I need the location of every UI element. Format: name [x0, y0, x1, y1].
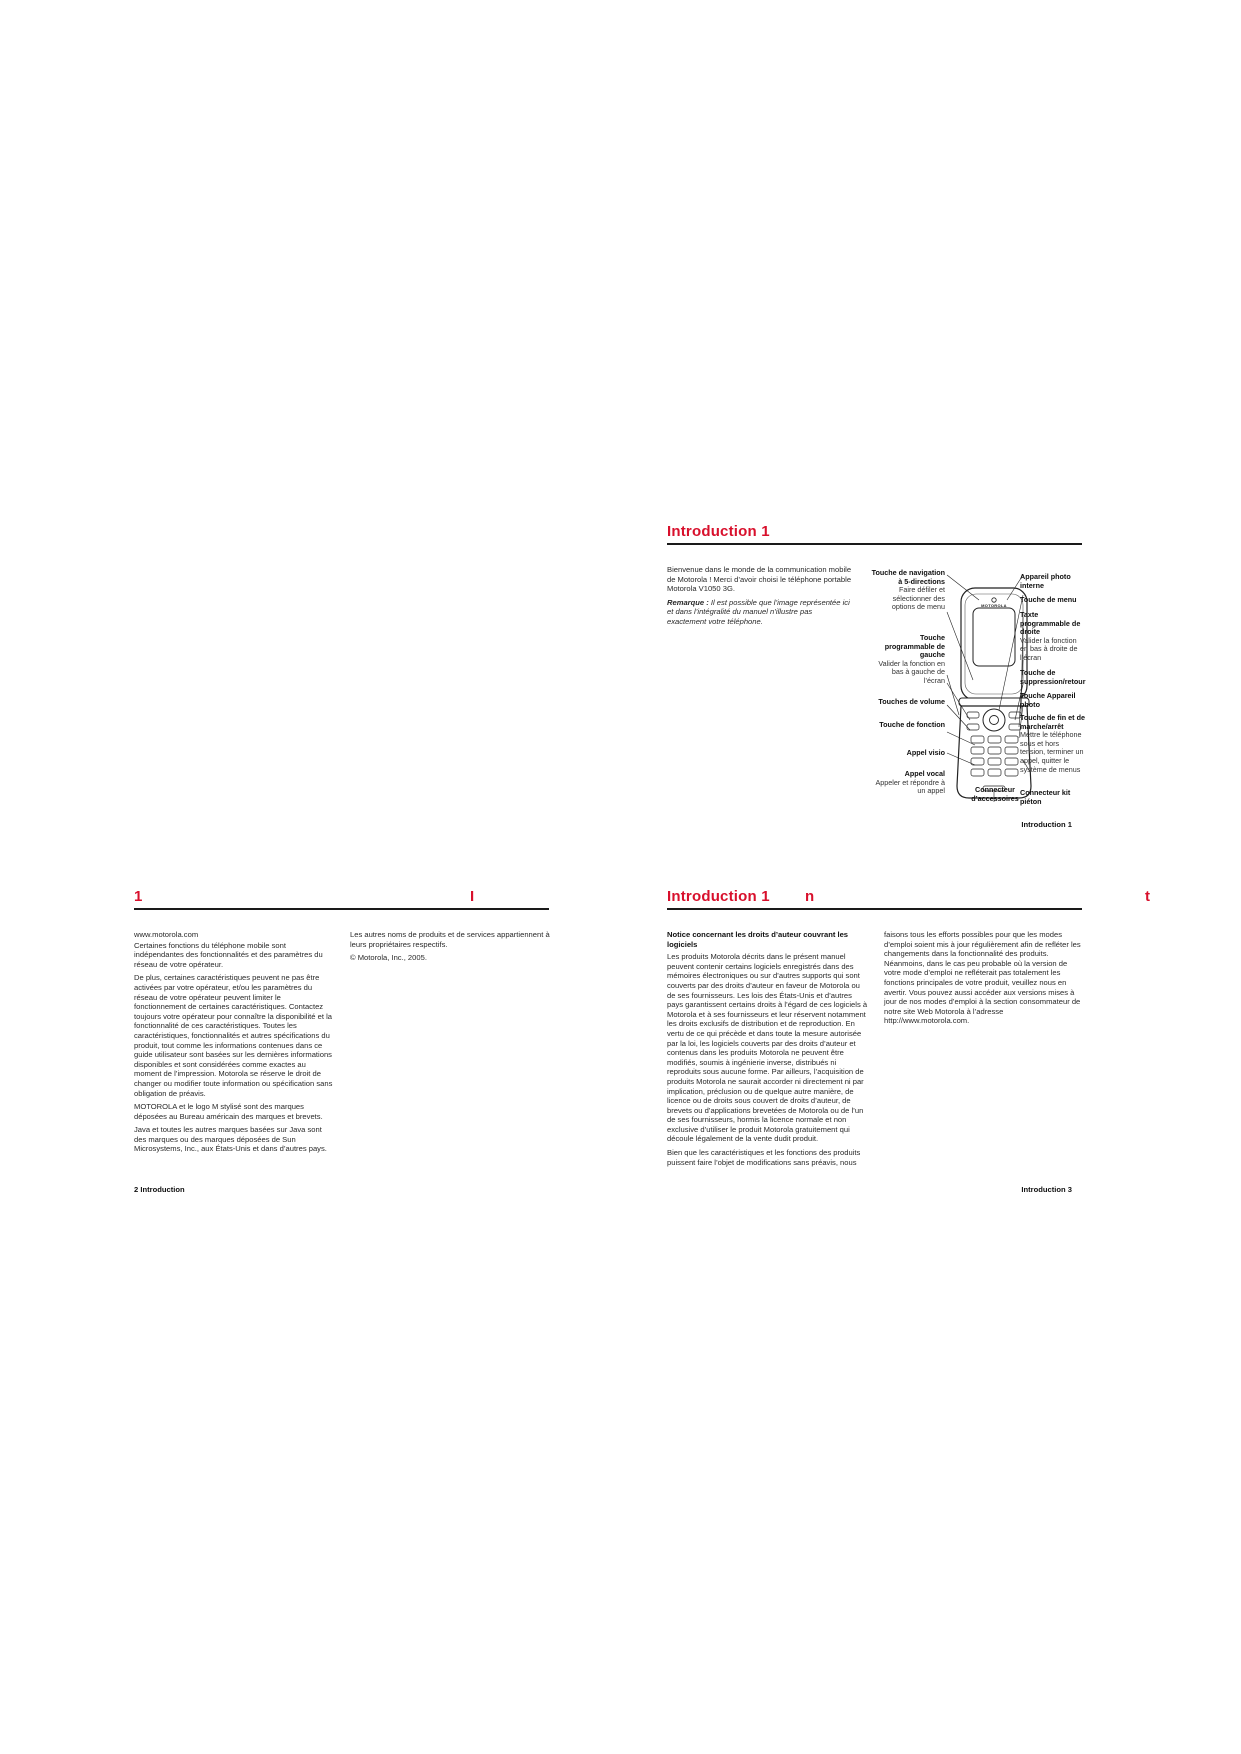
label-end-power-key-title: Touche de fin et de marche/arrêt	[1020, 713, 1085, 731]
label-left-soft-key-title: Touche programmable de gauche	[884, 633, 945, 660]
page2-title-right: I	[470, 888, 475, 905]
label-headset-connector	[1020, 789, 1085, 806]
page2-title: 1	[134, 888, 143, 905]
label-voice-call-desc: Appeler et répondre à un appel	[875, 777, 945, 796]
label-right-soft-key-desc: Valider la fonction en bas à droite de l’écran	[1020, 635, 1078, 662]
label-voice-call-title: Appel vocal	[904, 769, 945, 778]
label-nav-key-title: Touche de navigation à 5-directions	[871, 568, 945, 586]
label-internal-camera	[1020, 573, 1085, 590]
label-right-soft-key-title: Taxte programmable de droite	[1020, 610, 1081, 637]
page2-paragraph-4: Java et toutes les autres marques basées sur Java sont des marques ou des marques déposées de Sun Microsystems, Inc., aux États-Unis et dans d’autres pays.	[134, 1125, 327, 1154]
page1-note	[667, 598, 852, 627]
page1-note-text: Il est possible que l’image représentée ici et dans l’intégralité du manuel n’illustre pas exactement votre téléphone.	[667, 597, 850, 626]
page1-intro-block	[667, 565, 852, 631]
label-left-soft-key	[870, 634, 945, 686]
label-video-call	[870, 749, 945, 758]
page3-title: Introduction 1	[667, 888, 770, 905]
page1-footer: Introduction 1	[1021, 820, 1072, 829]
page2-title-rule	[134, 908, 549, 910]
page2-column-2	[350, 930, 550, 967]
page3-title-right: t	[1145, 888, 1151, 905]
label-camera-key-title: Touche Appareil photo	[1020, 691, 1076, 709]
page2-column-1	[134, 930, 334, 1158]
label-nav-key-desc: Faire défiler et sélectionner des options de menu	[891, 585, 945, 612]
page3-heading: Notice concernant les droits d’auteur couvrant les logiciels	[667, 930, 849, 949]
label-headset-connector-title: Connecteur kit piéton	[1020, 788, 1071, 806]
label-left-soft-key-desc: Valider la fonction en bas à gauche de l’écran	[878, 658, 945, 685]
page3-column-2	[884, 930, 1084, 1030]
label-menu-key	[1020, 596, 1085, 605]
page2-trademarks: Les autres noms de produits et de services appartiennent à leurs propriétaires respectifs.	[350, 930, 550, 949]
label-video-call-title: Appel visio	[906, 748, 945, 757]
page2-website: www.motorola.com	[134, 930, 199, 939]
page2-footer: 2 Introduction	[134, 1185, 185, 1194]
label-volume-keys-title: Touches de volume	[878, 697, 945, 706]
label-delete-back-key-title: Touche de suppression/retour	[1020, 668, 1086, 686]
label-internal-camera-title: Appareil photo interne	[1020, 572, 1071, 590]
page1-note-label: Remarque :	[667, 597, 709, 607]
label-right-soft-key	[1020, 611, 1085, 663]
label-end-power-key	[1020, 714, 1085, 774]
label-camera-key	[1020, 692, 1085, 709]
page1-intro: Bienvenue dans le monde de la communication mobile de Motorola ! Merci d’avoir choisi le téléphone portable Motorola V1050 3G.	[667, 565, 852, 594]
page3-title-rule	[667, 908, 1082, 910]
page2-paragraph-3: MOTOROLA et le logo M stylisé sont des marques déposées au Bureau américain des marques et brevets.	[134, 1102, 323, 1121]
label-menu-key-title: Touche de menu	[1020, 595, 1077, 604]
page3-title-mid: n	[805, 888, 815, 905]
page3-footer: Introduction 3	[1021, 1185, 1072, 1194]
label-nav-key	[870, 569, 945, 612]
page2-copyright: © Motorola, Inc., 2005.	[350, 953, 427, 963]
label-accessory-connector-title: Connecteur d’accessoires	[971, 785, 1019, 803]
page2-paragraph-2: De plus, certaines caractéristiques peuvent ne pas être activées par votre opérateur, et/ou les paramètres du réseau de votre opérateur peuvent limiter le fonctionnement de certaines caractéristiques. Contactez toujours votre opérateur pour connaître la disponibilité et la fonctionnalité de ces caractéristiques. Toutes les caractéristiques, fonctionnalités et autres spécifications du produit, tout comme les informations contenues dans ce guide utilisateur sont basées sur les dernières informations disponibles et sont considérées comme exactes au moment de l’impression. Motorola se réserve le droit de changer ou modifier toute information ou spécification sans obligation de préavis.	[134, 973, 333, 1098]
label-volume-keys	[870, 698, 945, 707]
page3-paragraph-3: faisons tous les efforts possibles pour que les modes d’emploi soient mis à jour régulièrement afin de refléter les changements dans la fonctionnalité des produits. Néanmoins, dans le cas peu probable où la version de votre mode d’emploi ne refléterait pas totalement les fonctions principales de votre produit, veuillez nous en avertir. Vous pouvez aussi accéder aux versions mises à jour de nos modes d’emploi à la section consommateur de notre site Web Motorola à l’adresse http://www.motorola.com.	[884, 930, 1081, 1026]
label-delete-back-key	[1020, 669, 1085, 686]
page2-paragraph-1: Certaines fonctions du téléphone mobile sont indépendantes des fonctionnalités et des paramètres du réseau de votre opérateur.	[134, 940, 323, 969]
phone-brand: MOTOROLA	[981, 603, 1007, 608]
label-function-key-title: Touche de fonction	[879, 720, 945, 729]
page1-title-rule	[667, 543, 1082, 545]
label-function-key	[870, 721, 945, 730]
page1-title: Introduction 1	[667, 523, 770, 540]
label-end-power-key-desc: Mettre le téléphone sous et hors tension, terminer un appel, quitter le système de menus	[1020, 730, 1084, 774]
page3-paragraph-2: Bien que les caractéristiques et les fonctions des produits puissent faire l’objet de modifications sans préavis, nous	[667, 1148, 861, 1167]
label-voice-call	[870, 770, 945, 796]
page3-paragraph-1: Les produits Motorola décrits dans le présent manuel peuvent contenir certains logiciels enregistrés dans des mémoires électroniques ou sur d’autres supports qui sont couverts par des droits d’auteur en faveur de Motorola ou de ses fournisseurs. Les lois des États-Unis et d’autres pays garantissent certains droits à l’égard de ces logiciels à Motorola et à ses fournisseurs et leur réservent notamment les droits exclusifs de distribution et de reproduction. En vertu de ce qui précède et dans toute la mesure autorisée par la loi, les logiciels couverts par des droits d’auteur et contenus dans les produits Motorola ne peuvent être modifiés, soumis à ingénierie inverse, distribués ni reproduits sous aucune forme. Par ailleurs, l’acquisition de produits Motorola ne saurait accorder ni directement ni par implication, préclusion ou de quelque autre manière, de licence ou de droits sous couvert de droits d’auteur, de brevets ou d’applications brevetées de Motorola ou de l’un de ses fournisseurs, hormis la licence normale et non exclusive d’utiliser le produit Motorola gratuitement qui découle légalement de la vente dudit produit.	[667, 952, 868, 1144]
label-accessory-connector	[965, 786, 1025, 803]
page3-column-1	[667, 930, 868, 1171]
